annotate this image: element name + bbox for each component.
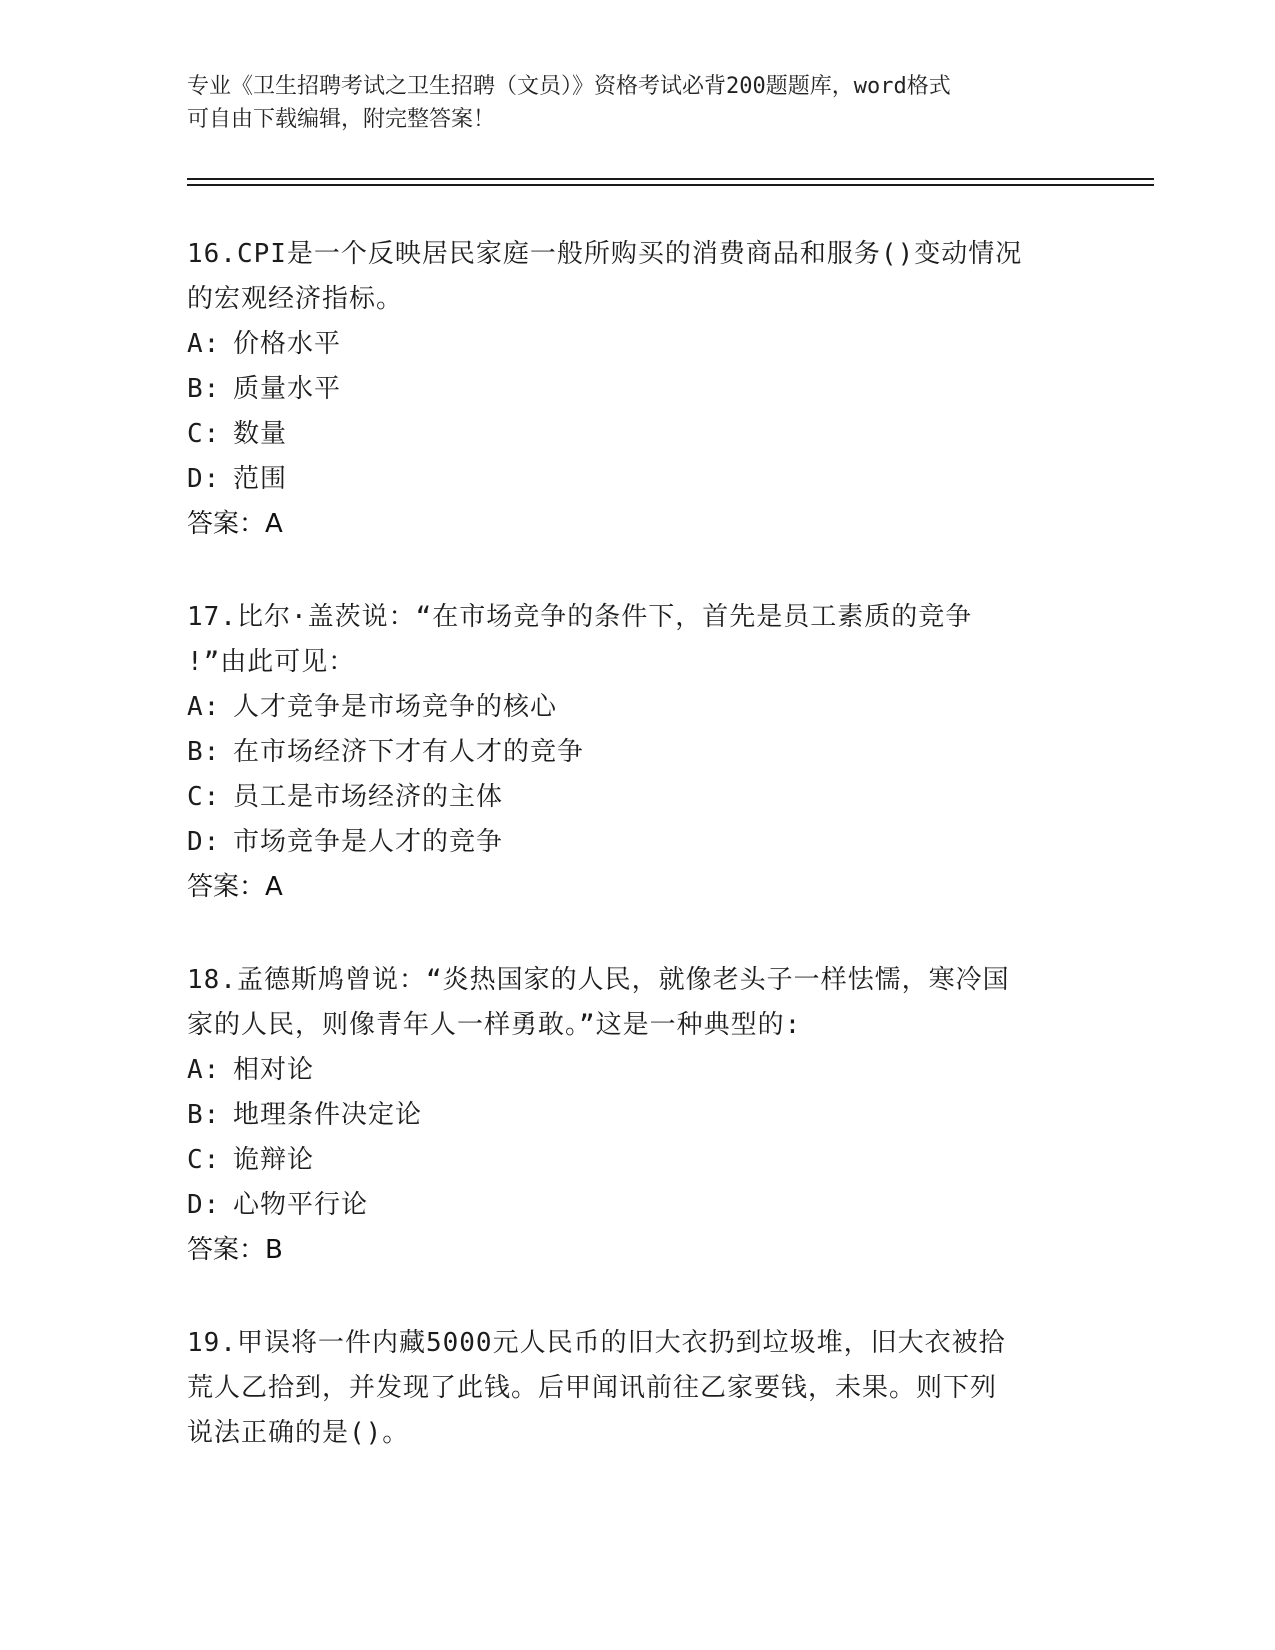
option-letter: D: [187,1190,221,1220]
option-text: 相对论 [233,1055,315,1085]
question-stem-line: 的宏观经济指标。 [187,284,404,314]
option-text: 范围 [233,464,288,494]
answer-line: 答案：B [187,1235,283,1265]
option-letter: A: [187,1055,221,1085]
option-d [187,457,1087,502]
question-16 [187,232,1087,547]
option-c [187,775,1087,820]
option-text: 价格水平 [233,329,342,359]
option-letter: D: [187,464,221,494]
option-text: 心物平行论 [233,1190,369,1220]
question-stem-line: 17.比尔·盖茨说：“在市场竞争的条件下，首先是员工素质的竞争 [187,602,973,632]
question-stem-line: !”由此可见： [187,647,356,677]
option-letter: C: [187,782,221,812]
header-line-2: 可自由下载编辑，附完整答案！ [187,107,496,132]
option-a [187,1048,1087,1093]
question-stem-line: 荒人乙拾到，并发现了此钱。后甲闻讯前往乙家要钱，未果。则下列 [187,1373,998,1403]
option-text: 员工是市场经济的主体 [233,782,504,812]
question-stem [187,232,1087,322]
header-line-1: 专业《卫生招聘考试之卫生招聘（文员）》资格考试必背200题题库，word格式 [187,74,951,99]
option-c [187,412,1087,457]
option-d [187,1183,1087,1228]
option-letter: C: [187,419,221,449]
question-stem-line: 16.CPI是一个反映居民家庭一般所购买的消费商品和服务()变动情况 [187,239,1023,269]
option-text: 地理条件决定论 [233,1100,423,1130]
option-letter: B: [187,737,221,767]
question-18 [187,958,1087,1273]
option-text: 在市场经济下才有人才的竞争 [233,737,585,767]
option-b [187,1093,1087,1138]
option-letter: C: [187,1145,221,1175]
question-list [187,232,1087,1504]
question-19 [187,1321,1087,1456]
option-b [187,367,1087,412]
option-letter: B: [187,1100,221,1130]
answer-line: 答案：A [187,872,283,902]
option-letter: B: [187,374,221,404]
question-stem [187,595,1087,685]
option-text: 人才竞争是市场竞争的核心 [233,692,558,722]
header-divider-bottom [187,184,1154,186]
question-17 [187,595,1087,910]
option-letter: D: [187,827,221,857]
option-text: 数量 [233,419,288,449]
question-stem-line: 家的人民，则像青年人一样勇敢。”这是一种典型的: [187,1010,802,1040]
question-stem-line: 说法正确的是()。 [187,1418,410,1448]
option-text: 质量水平 [233,374,342,404]
question-stem [187,958,1087,1048]
option-text: 诡辩论 [233,1145,315,1175]
option-text: 市场竞争是人才的竞争 [233,827,504,857]
option-letter: A: [187,692,221,722]
option-d [187,820,1087,865]
question-stem-line: 18.孟德斯鸠曾说：“炎热国家的人民，就像老头子一样怯懦，寒冷国 [187,965,1010,995]
option-a [187,322,1087,367]
option-a [187,685,1087,730]
option-c [187,1138,1087,1183]
question-stem [187,1321,1087,1456]
answer-line: 答案：A [187,509,283,539]
question-stem-line: 19.甲误将一件内藏5000元人民币的旧大衣扔到垃圾堆，旧大衣被拾 [187,1328,1006,1358]
option-letter: A: [187,329,221,359]
header-divider-top [187,178,1154,180]
option-b [187,730,1087,775]
document-header [187,70,1067,136]
